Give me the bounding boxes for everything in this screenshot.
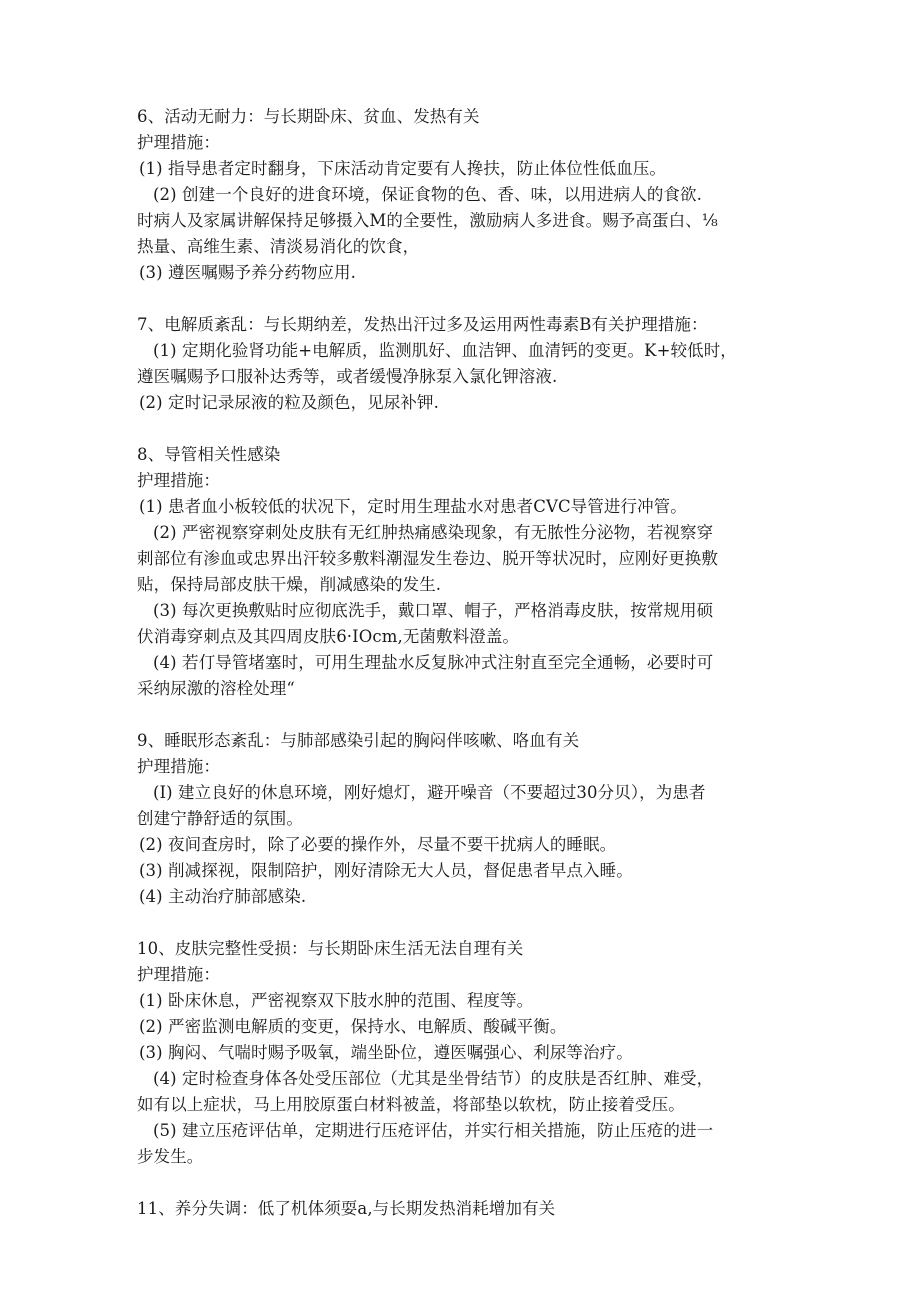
text-line: (1) 指导患者定时翻身，下床活动肯定要有人搀扶，防止体位性低血压。 — [139, 159, 667, 178]
text-line: (1) 定期化验肾功能+电解质，监测肌好、血洁钾、血清钙的变更。K+较低时， — [153, 341, 737, 360]
text-line: 伏消毒穿刺点及其四周皮肤6·IOcm,无菌敷料澄盖。 — [137, 627, 520, 646]
text-line: (3) 削减探视，限制陪护，刚好清除无大人员，督促患者早点入睡。 — [139, 861, 633, 880]
nursing-section-3 — [137, 442, 785, 702]
text-line: 遵医嘱赐予口服补达秀等，或者缓慢净脉泵入氯化钾溶液. — [137, 367, 558, 386]
text-line: 采纳尿激的溶栓处理“ — [137, 679, 295, 698]
text-line: 热量、高维生素、清淡易消化的饮食， — [137, 237, 420, 256]
text-line: (2) 创建一个良好的进食环境，保证食物的色、香、味，以用进病人的食欲. — [153, 185, 702, 204]
section-heading: 11、养分失调：低了机体须耍a,与长期发热消耗增加有关 — [137, 1199, 556, 1218]
section-heading: 9、睡眠形态紊乱：与肺部感染引起的胸闷伴咳嗽、咯血有关 — [137, 731, 580, 750]
section-gap — [137, 286, 785, 312]
section-gap — [137, 702, 785, 728]
text-line: (2) 定时记录尿液的粒及颜色，见尿补钾. — [139, 393, 439, 412]
nursing-section-6 — [137, 1196, 785, 1222]
nursing-section-1 — [137, 104, 785, 286]
text-line: 护理措施： — [137, 965, 220, 984]
section-heading: 6、活动无耐力：与长期卧床、贫血、发热有关 — [137, 107, 480, 126]
text-line: (I) 建立良好的休息环境，刚好熄灯，避开噪音（不要超过30分贝），为患者 — [153, 783, 706, 802]
text-line: (3) 遵医嘱赐予养分药物应用. — [139, 263, 356, 282]
text-line: 护理措施： — [137, 471, 220, 490]
text-line: 贴，保持局部皮肤干燥，削减感染的发生. — [137, 575, 442, 594]
text-line: 刺部位有渗血或忠界出汗较多敷料潮湿发生卷边、脱开等状况时，应刚好更换敷 — [137, 549, 718, 568]
section-heading: 10、皮肤完整性受损：与长期卧床生活无法自理有关 — [137, 939, 524, 958]
text-line: 护理措施： — [137, 133, 220, 152]
nursing-section-5 — [137, 936, 785, 1170]
text-line: (2) 严密视察穿刺处皮肤有无红肿热痛感染现象，有无脓性分泌物，若视察穿 — [153, 523, 714, 542]
text-line: 步发生。 — [137, 1147, 204, 1166]
text-line: 创建宁静舒适的氛围。 — [137, 809, 303, 828]
section-gap — [137, 910, 785, 936]
document-page — [137, 104, 785, 1222]
nursing-section-2 — [137, 312, 785, 416]
section-heading: 8、导管相关性感染 — [137, 445, 281, 464]
text-line: 如有以上症状，马上用胶原蛋白材料被盖，将部垫以软枕，防止接着受压。 — [137, 1095, 685, 1114]
text-line: (4) 主动治疗肺部感染. — [139, 887, 307, 906]
text-line: (5) 建立压疮评估单，定期进行压疮评估，并实行相关措施，防止压疮的进一 — [153, 1121, 714, 1140]
text-line: 时病人及家属讲解保持足够摄入M的全要性，激励病人多进食。赐予高蛋白、⅛ — [137, 211, 718, 230]
text-line: (1) 患者血小板较低的状况下，定时用生理盐水对患者CVC导管进行冲管。 — [139, 497, 687, 516]
section-gap — [137, 416, 785, 442]
section-heading: 7、电解质紊乱：与长期纳差，发热出汗过多及运用两性毒素B有关护理措施： — [137, 315, 708, 334]
text-line: (2) 夜间査房时，除了必要的操作外，尽量不要干扰病人的睡眠。 — [139, 835, 617, 854]
text-line: (3) 每次更换敷贴时应彻底洗手，戴口罩、帽子，严格消毒皮肤，按常规用硕 — [153, 601, 714, 620]
text-line: (4) 若仃导管堵塞时，可用生理盐水反复脉冲式注射直至完全通畅，必要时可 — [153, 653, 714, 672]
text-line: (4) 定时检查身体各处受压部位（尤其是坐骨结节）的皮肤是否红肿、难受， — [153, 1069, 714, 1088]
section-gap — [137, 1170, 785, 1196]
text-line: (3) 胸闷、气喘时赐予吸氧，端坐卧位，遵医嘱强心、利尿等治疗。 — [139, 1043, 633, 1062]
nursing-section-4 — [137, 728, 785, 910]
text-line: (1) 卧床休息，严密视察双下肢水肿的范围、程度等。 — [139, 991, 534, 1010]
text-line: 护理措施： — [137, 757, 220, 776]
text-line: (2) 严密监测电解质的变更，保持水、电解质、酸碱平衡。 — [139, 1017, 567, 1036]
